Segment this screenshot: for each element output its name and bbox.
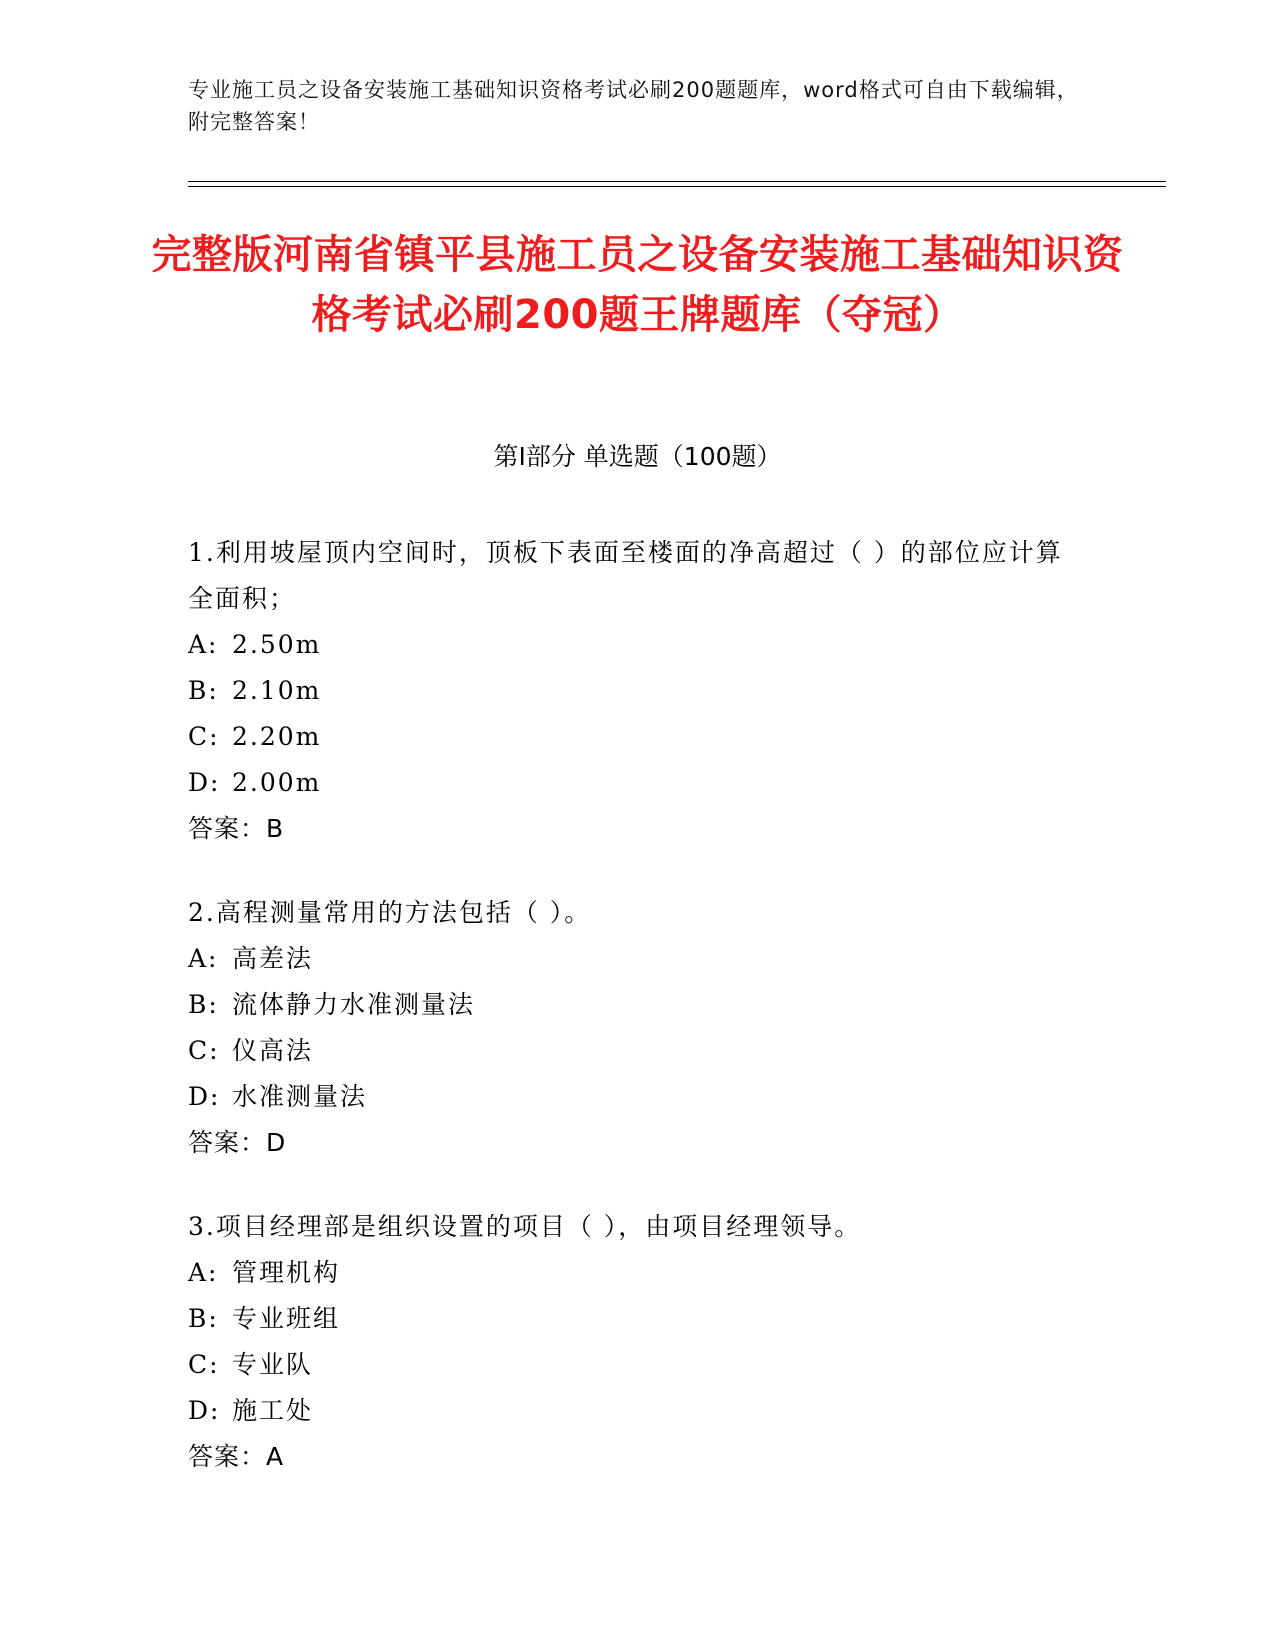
option-text: 专业班组 [232,1304,341,1333]
section-title: 第I部分 单选题（100题） [493,442,782,471]
option-a [188,936,1088,982]
option-text: 管理机构 [232,1258,341,1287]
option-label: C: [188,1036,220,1065]
option-a [188,1250,1088,1296]
option-c [188,714,1088,760]
option-text: 2.10m [232,676,322,705]
option-text: 流体静力水准测量法 [232,990,476,1019]
option-d [188,760,1088,806]
answer-line: 答案：D [188,1128,287,1157]
option-c [188,1028,1088,1074]
option-text: 水准测量法 [232,1082,368,1111]
option-text: 高差法 [232,944,314,973]
header-rule-bottom [188,186,1166,187]
question-stem: 2.高程测量常用的方法包括（ ）。 [188,898,592,927]
option-text: 2.50m [232,630,322,659]
option-d [188,1388,1088,1434]
answer-line: 答案：B [188,814,285,843]
header-rule-top [188,181,1166,182]
answer-line: 答案：A [188,1442,285,1471]
header-note: 专业施工员之设备安装施工基础知识资格考试必刷200题题库，word格式可自由下载编辑，附完整答案！ [188,78,1079,134]
option-label: C: [188,1350,220,1379]
option-c [188,1342,1088,1388]
option-text: 2.00m [232,768,322,797]
option-text: 专业队 [232,1350,314,1379]
option-text: 仪高法 [232,1036,314,1065]
option-label: D: [188,768,221,797]
option-label: A: [188,630,219,659]
option-label: C: [188,722,220,751]
question-stem: 3.项目经理部是组织设置的项目（ ），由项目经理领导。 [188,1212,862,1241]
option-label: B: [188,990,219,1019]
option-a [188,622,1088,668]
option-label: A: [188,944,219,973]
question-list [188,530,1088,1518]
question-item [188,890,1088,1166]
document-title: 完整版河南省镇平县施工员之设备安装施工基础知识资格考试必刷200题王牌题库（夺冠） [151,232,1124,338]
option-label: A: [188,1258,219,1287]
option-b [188,982,1088,1028]
option-text: 2.20m [232,722,322,751]
option-label: D: [188,1396,221,1425]
question-stem: 1.利用坡屋顶内空间时，顶板下表面至楼面的净高超过（ ）的部位应计算全面积； [188,538,1063,613]
option-b [188,1296,1088,1342]
question-item [188,1204,1088,1480]
option-label: D: [188,1082,221,1111]
question-item [188,530,1088,852]
option-text: 施工处 [232,1396,314,1425]
option-label: B: [188,676,219,705]
option-label: B: [188,1304,219,1333]
option-d [188,1074,1088,1120]
option-b [188,668,1088,714]
